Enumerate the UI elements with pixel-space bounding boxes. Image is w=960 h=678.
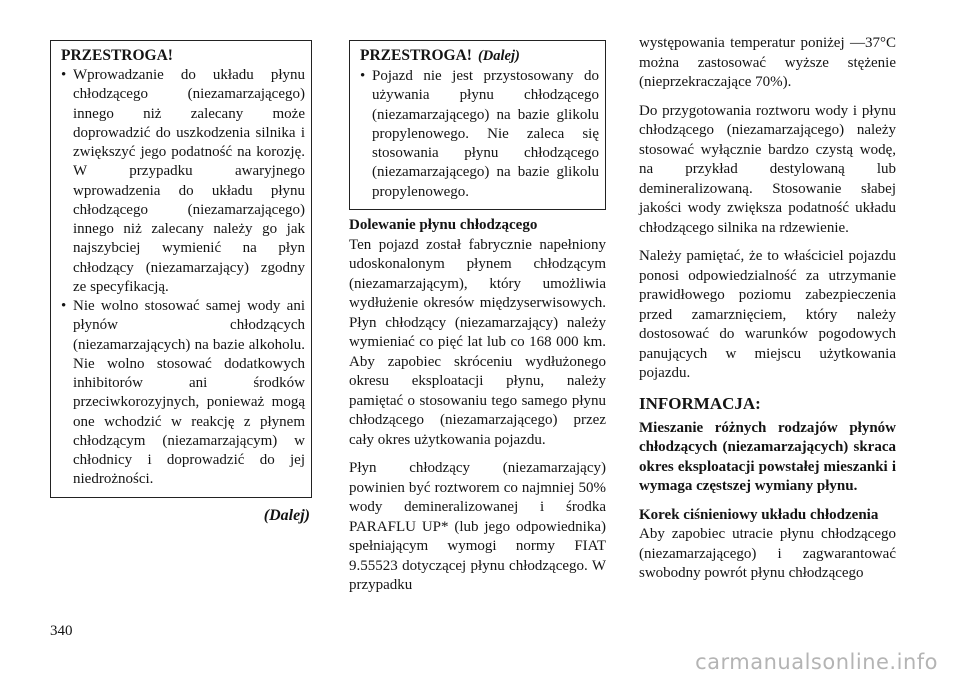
section-heading: Korek ciśnieniowy układu chłodzenia — [639, 506, 879, 523]
warning-box-continued — [349, 40, 606, 210]
body-paragraph: Płyn chłodzący (niezamarzający) powinien być roztworem co najmniej 50% wody demineralizowanej i środka PARAFLU UP* (lub jego odpowiednika) spełniającym wymogi normy FIAT 9.55523 dotyczącej płynu chłodzącego. W przypadku — [349, 460, 606, 594]
warning-title: PRZESTROGA! — [360, 47, 472, 64]
body-paragraph: występowania temperatur poniżej —37°C można zastosować wyższe stężenie (nieprzekraczające 70%). — [639, 35, 896, 90]
warning-continued-label: (Dalej) — [477, 48, 520, 64]
page-number: 340 — [50, 623, 73, 639]
warning-box — [50, 40, 312, 498]
body-paragraph: Aby zapobiec utracie płynu chłodzącego (niezamarzającego) i zagwarantować swobodny powrót płynu chłodzącego — [639, 526, 896, 581]
body-paragraph: Do przygotowania roztworu wody i płynu chłodzącego (niezamarzającego) należy stosować wyłącznie bardzo czystą wodę, na przykład destylowaną lub demineralizowaną. Stosowanie słabej jakości wody zwiększa podatność układu chłodzącego silnika na rdzewienie. — [639, 102, 896, 236]
warning-title: PRZESTROGA! — [61, 47, 173, 64]
info-text: Mieszanie różnych rodzajów płynów chłodzących (niezamarzających) skraca okres eksploatacji powstałej mieszanki i wymaga częstszej wymiany płynu. — [639, 419, 896, 494]
left-column — [50, 40, 312, 525]
body-paragraph: Należy pamiętać, że to właściciel pojazdu ponosi odpowiedzialność za utrzymanie prawidłowego poziomu zabezpieczenia przed zamarznięciem, który należy dostosować do warunków pogodowych panujących w miejscu użytkowania pojazdu. — [639, 248, 896, 381]
right-column — [639, 34, 896, 593]
warning-header — [360, 46, 599, 66]
watermark: carmanualsonline.info — [695, 650, 938, 674]
warning-list — [360, 67, 599, 202]
warning-list — [61, 66, 305, 490]
middle-column — [349, 40, 606, 605]
info-heading: INFORMACJA: — [639, 393, 761, 413]
warning-item: • Nie wolno stosować samej wody ani płynów chłodzących (niezamarzających) na bazie alkoholu. Nie wolno stosować dodatkowych inhibitorów ani środków przeciwkorozyjnych, ponieważ mogą one wchodzić w reakcję z płynem chłodzącym (niezamarzającym) w chłodnicy i doprowadzić do jej niedrożności. — [61, 297, 305, 490]
section-heading: Dolewanie płynu chłodzącego — [349, 217, 538, 234]
body-paragraph: Ten pojazd został fabrycznie napełniony udoskonalonym płynem chłodzącym (niezamarzającym), który umożliwia wydłużenie okresów międzyserwisowych. Płyn chłodzący (niezamarzający) należy wymieniać co pięć lat lub co 168 000 km. Aby zapobiec skróceniu wydłużonego okresu eksploatacji płynu, należy pamiętać o stosowaniu tego samego płynu chłodzącego (niezamarzającego) przez cały okres użytkowania pojazdu. — [349, 236, 606, 448]
continued-label: (Dalej) — [263, 506, 310, 524]
warning-item: • Wprowadzanie do układu płynu chłodzącego (niezamarzającego) innego niż zalecany może doprowadzić do uszkodzenia silnika i zwiększyć jego podatność na korozję. W przypadku awaryjnego wprowadzenia do układu płynu chłodzącego (niezamarzającego) innego niż zalecany należy go jak najszybciej wymienić na płyn chłodzący (niezamarzający) zgodny ze specyfikacją. — [61, 66, 305, 297]
warning-item: • Pojazd nie jest przystosowany do używania płynu chłodzącego (niezamarzającego) na bazie glikolu propylenowego. Nie zaleca się stosowania płynu chłodzącego (niezamarzającego) na bazie glikolu propylenowego. — [360, 67, 599, 202]
